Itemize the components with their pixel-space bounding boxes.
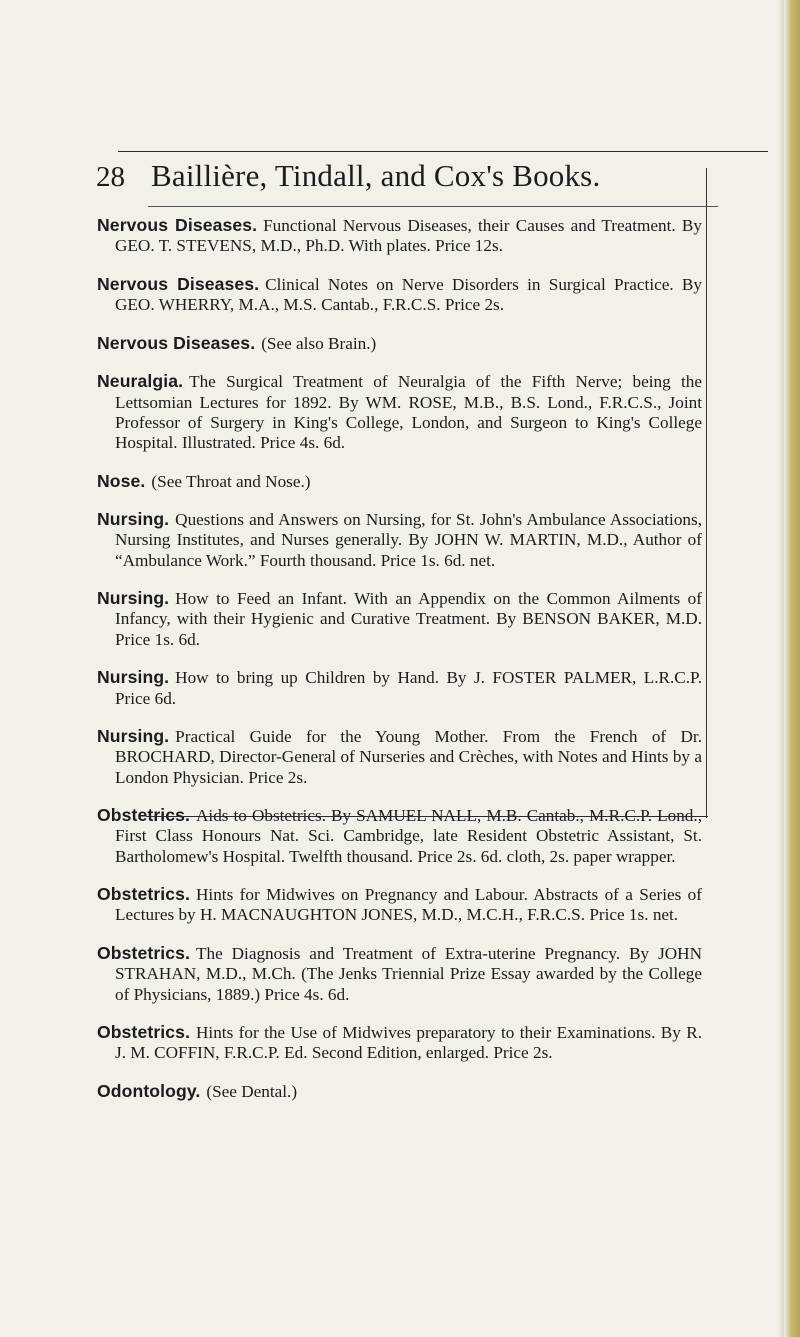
entry-subject: Nervous Diseases. [97,332,256,353]
entry-text: Functional Nervous Diseases, their Causes and Treatment. By GEO. T. STEVENS, M.D., Ph.D. With plates. Price 12s. [115,216,707,256]
catalogue-entry [97,509,707,571]
catalogue-entry [97,884,707,926]
catalogue-entry [97,471,702,492]
entry-text: Clinical Notes on Nerve Disorders in Surgical Practice. By GEO. WHERRY, M.A., M.S. Cantab., F.R.C.S. Price 2s. [115,274,707,315]
catalogue-entry [97,942,707,1005]
catalogue-entry [97,726,707,788]
entry-subject: Obstetrics. [97,884,191,905]
entry-text: How to bring up Children by Hand. By J. FOSTER PALMER, L.R.C.P. Price 6d. [115,668,707,708]
page-header [96,158,600,198]
catalogue-entry [97,667,707,709]
entry-subject: Obstetrics. [97,1022,191,1043]
catalogue-entries [97,198,707,1110]
catalogue-entry [97,215,707,257]
entry-subject: Nervous Diseases. [97,215,258,236]
entry-text: (See Dental.) [206,1081,298,1101]
entry-text: The Surgical Treatment of Neuralgia of the Fifth Nerve; being the Lettsomian Lectures for 1892. By WM. ROSE, M.B., B.S. Lond., F.R.C.S., Joint Professor of Surgery in King's College, London, and Surgeon to King's College Hospital. Illustrated. Price 4s. 6d. [115,372,707,453]
catalogue-entry [97,588,707,650]
entry-text: Questions and Answers on Nursing, for St. John's Ambulance Associations, Nursing Institutes, and Nurses generally. By JOHN W. MARTIN, M.D., Author of “Ambulance Work.” Fourth thousand. Price 1s. 6d. net. [115,510,707,570]
entry-text: Aids to Obstetrics. By SAMUEL NALL, M.B. Cantab., M.R.C.P. Lond., First Class Honours Nat. Sci. Cambridge, late Resident Obstetric Assistant, St. Bartholomew's Hospital. Twelfth thousand. Price 2s. 6d. cloth, 2s. paper wrapper. [115,806,707,866]
entry-subject: Neuralgia. [97,371,184,392]
entry-text: Hints for the Use of Midwives preparatory to their Examinations. By R. J. M. COFFIN, F.R.C.P. Ed. Second Edition, enlarged. Price 2s. [115,1023,707,1063]
top-rule [118,151,768,152]
entry-subject: Nursing. [97,509,170,530]
entry-text: How to Feed an Infant. With an Appendix on the Common Ailments of Infancy, with their Hygienic and Curative Treatment. By BENSON BAKER, M.D. Price 1s. 6d. [115,589,707,649]
running-title: Baillière, Tindall, and Cox's Books. [151,158,601,193]
catalogue-entry [97,333,702,354]
entry-text: Practical Guide for the Young Mother. From the French of Dr. BROCHARD, Director-General of Nurseries and Crèches, with Notes and Hints by a London Physician. Price 2s. [115,727,707,787]
catalogue-entry [97,273,707,316]
entry-subject: Nervous Diseases. [97,273,260,294]
entry-subject: Obstetrics. [97,805,191,826]
catalogue-entry [97,1081,702,1102]
entry-text: (See also Brain.) [261,333,377,353]
page-edge-binding [784,0,800,1337]
entry-subject: Nursing. [97,667,170,688]
page-number: 28 [96,161,125,193]
entry-subject: Obstetrics. [97,942,191,963]
entry-subject: Nose. [97,470,146,491]
entry-subject: Odontology. [97,1080,201,1101]
entry-subject: Nursing. [97,588,170,609]
entry-text: Hints for Midwives on Pregnancy and Labour. Abstracts of a Series of Lectures by H. MACNAUGHTON JONES, M.D., M.C.H., F.R.C.S. Price 1s. net. [115,885,707,925]
catalogue-entry [97,371,707,453]
entry-text: (See Throat and Nose.) [151,471,311,491]
entry-subject: Nursing. [97,726,170,747]
right-border-rule [706,168,707,818]
entry-text: The Diagnosis and Treatment of Extra-uterine Pregnancy. By JOHN STRAHAN, M.D., M.Ch. (The Jenks Triennial Prize Essay awarded by the College of Physicians, 1889.) Price 4s. 6d. [115,943,707,1004]
catalogue-entry [97,805,707,867]
bottom-rule [146,816,708,817]
catalogue-entry [97,1022,707,1064]
